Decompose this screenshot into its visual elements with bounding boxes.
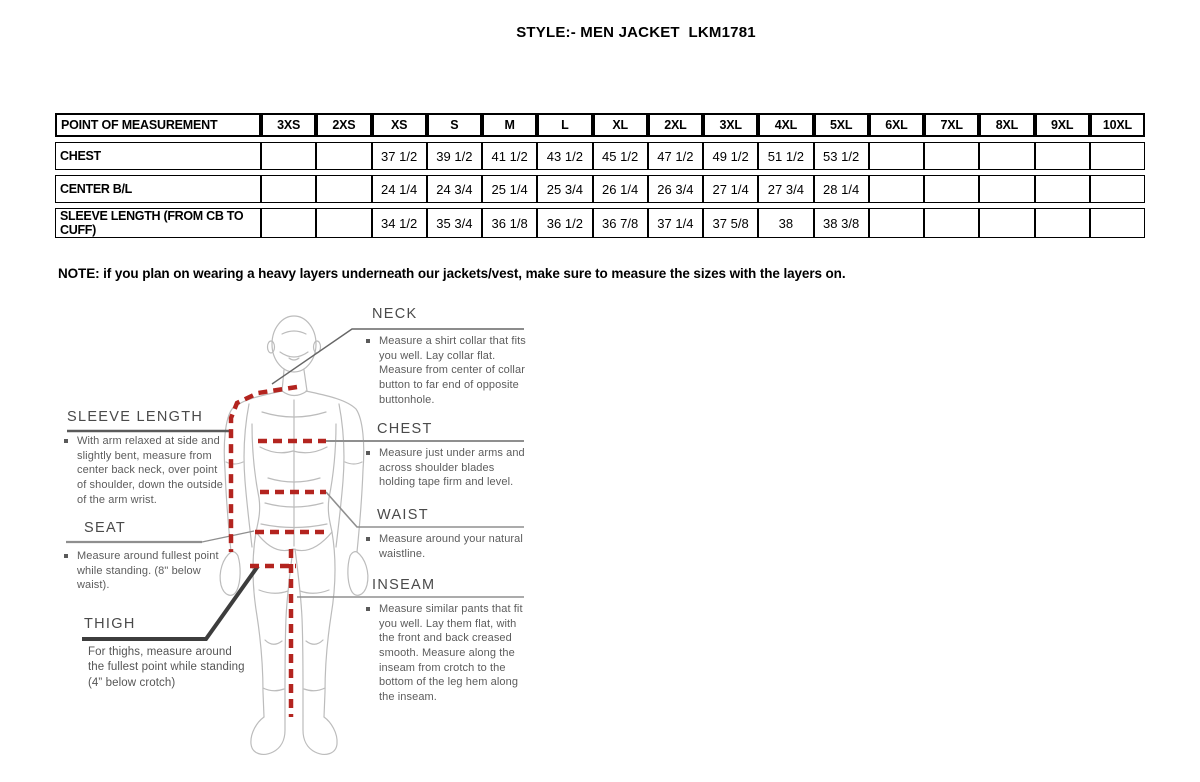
cell: 37 1/2 — [372, 142, 427, 170]
column-header: 10XL — [1090, 113, 1145, 137]
column-header: S — [427, 113, 482, 137]
cell: 36 7/8 — [593, 208, 648, 238]
column-header: M — [482, 113, 537, 137]
neck-instruction: Measure a shirt collar that fits you well. Lay collar flat. Measure from center of collar button to far end of opposite buttonhole. — [379, 335, 526, 406]
seat-heading: SEAT — [84, 520, 126, 536]
column-header: XL — [593, 113, 648, 137]
cell: 36 1/8 — [482, 208, 537, 238]
cell: 36 1/2 — [537, 208, 592, 238]
waist-heading: WAIST — [377, 507, 429, 523]
column-header: 9XL — [1035, 113, 1090, 137]
cell: 51 1/2 — [758, 142, 813, 170]
column-header: 6XL — [869, 113, 924, 137]
column-header: 2XL — [648, 113, 703, 137]
row-label: CENTER B/L — [55, 175, 261, 203]
thigh-instruction: For thighs, measure around the fullest point while standing (4” below crotch) — [88, 646, 245, 689]
column-header: POINT OF MEASUREMENT — [55, 113, 261, 137]
cell: 45 1/2 — [593, 142, 648, 170]
column-header: 8XL — [979, 113, 1034, 137]
square-bullet-icon — [64, 439, 68, 443]
waist-instruction-block — [366, 532, 527, 561]
square-bullet-icon — [366, 607, 370, 611]
cell: 25 1/4 — [482, 175, 537, 203]
column-header: L — [537, 113, 592, 137]
chest-instruction: Measure just under arms and across shoulder blades holding tape firm and level. — [379, 447, 525, 489]
square-bullet-icon — [366, 451, 370, 455]
cell: 39 1/2 — [427, 142, 482, 170]
column-header: 3XL — [703, 113, 758, 137]
cell: 41 1/2 — [482, 142, 537, 170]
inseam-instruction-block — [366, 602, 527, 704]
cell: 24 1/4 — [372, 175, 427, 203]
cell: 38 — [758, 208, 813, 238]
thigh-instruction-block — [88, 645, 246, 691]
seat-leader-line — [202, 531, 254, 542]
note-text: NOTE: if you plan on wearing a heavy layers underneath our jackets/vest, make sure to measure the sizes with the layers on. — [58, 266, 846, 281]
document-title: STYLE:- MEN JACKET LKM1781 — [516, 24, 756, 41]
cell: 49 1/2 — [703, 142, 758, 170]
cell: 37 1/4 — [648, 208, 703, 238]
cell: 47 1/2 — [648, 142, 703, 170]
row-label: CHEST — [55, 142, 261, 170]
neck-instruction-block — [366, 334, 527, 407]
cell: 24 3/4 — [427, 175, 482, 203]
sleeve-length-heading: SLEEVE LENGTH — [67, 409, 204, 425]
column-header: XS — [372, 113, 427, 137]
column-header: 7XL — [924, 113, 979, 137]
cell: 35 3/4 — [427, 208, 482, 238]
chest-heading: CHEST — [377, 421, 433, 437]
column-header: 5XL — [814, 113, 869, 137]
cell: 53 1/2 — [814, 142, 869, 170]
cell: 27 3/4 — [758, 175, 813, 203]
square-bullet-icon — [366, 537, 370, 541]
chest-instruction-block — [366, 446, 531, 490]
inseam-instruction: Measure similar pants that fit you well. Lay them flat, with the front and back creased smooth. Measure along the inseam from crotch to the bottom of the leg hem along the inseam. — [379, 603, 523, 703]
cell: 34 1/2 — [372, 208, 427, 238]
square-bullet-icon — [366, 339, 370, 343]
cell: 43 1/2 — [537, 142, 592, 170]
square-bullet-icon — [64, 554, 68, 558]
seat-instruction-block — [64, 549, 225, 593]
cell: 26 3/4 — [648, 175, 703, 203]
column-header: 2XS — [316, 113, 371, 137]
waist-instruction: Measure around your natural waistline. — [379, 533, 523, 560]
column-header: 4XL — [758, 113, 813, 137]
sleeve-length-instruction: With arm relaxed at side and slightly bent, measure from center back neck, over point of shoulder, down the outside of the arm wrist. — [77, 435, 224, 506]
row-label: SLEEVE LENGTH (FROM CB TO CUFF) — [55, 208, 261, 238]
inseam-heading: INSEAM — [372, 577, 436, 593]
cell: 28 1/4 — [814, 175, 869, 203]
column-header: 3XS — [261, 113, 316, 137]
seat-instruction: Measure around fullest point while standing. (8" below waist). — [77, 550, 219, 592]
cell: 25 3/4 — [537, 175, 592, 203]
thigh-heading: THIGH — [84, 616, 136, 632]
sleeve-length-instruction-block — [64, 434, 229, 507]
cell: 38 3/8 — [814, 208, 869, 238]
cell: 26 1/4 — [593, 175, 648, 203]
cell: 27 1/4 — [703, 175, 758, 203]
neck-heading: NECK — [372, 306, 418, 322]
cell: 37 5/8 — [703, 208, 758, 238]
